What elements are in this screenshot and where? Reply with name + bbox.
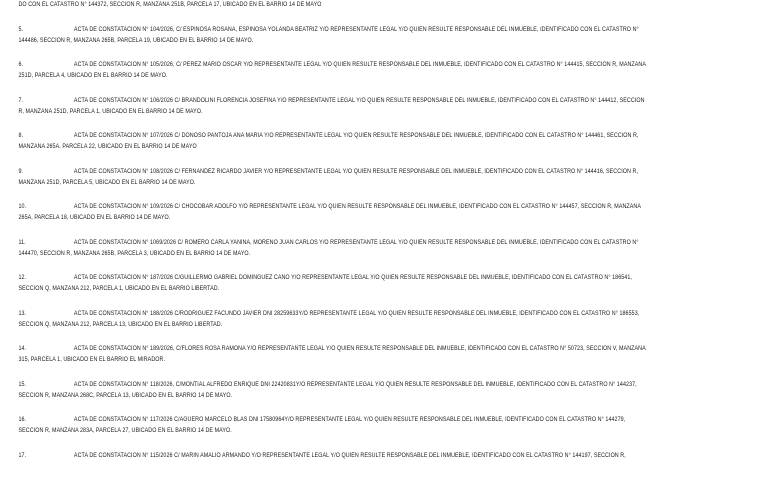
entry-text-line-2: 315, PARCELA 1, UBICADO EN EL BARRIO EL MIRADOR. xyxy=(18,355,165,366)
entry-text-line-1: ACTA DE CONSTATACION N° 109/2026 C/ CHOCOBAR ADOLFO Y/O REPRESENTANTE LEGAL Y/O QUIEN RESULTE RESPONSABLE DEL INMUEBLE, IDENTIFICADO CON EL CATASTRO N° 144457, SECCION R, MANZANA xyxy=(74,202,641,213)
entry-text-line-2: 144470, SECCION R, MANZANA 265B, PARCELA 3, UBICADO EN EL BARRIO 14 DE MAYO. xyxy=(18,249,250,260)
entry-text-line-1: ACTA DE CONSTATACION N° 106/2026 C/ BRANDOLINI FLORENCIA JOSEFINA Y/O REPRESENTANTE LEGAL Y/O QUIEN RESULTE RESPONSABLE DEL INMUEBLE, IDENTIFICADO CON EL CATASTRO N° 144412, SECCION xyxy=(74,96,645,107)
entry-text-line-2: 265A, PARCELA 18, UBICADO EN EL BARRIO 14 DE MAYO. xyxy=(18,213,170,224)
entry-text-line-1: ACTA DE CONSTATACION N° 187/2026 C/GUILLERMO GABRIEL DOMINGUEZ CANO Y/O REPRESENTANTE LEGAL Y/O QUIEN RESULTE RESPONSABLE DEL INMUEBLE, IDENTIFICADO CON EL CATASTRO N° 186541, xyxy=(74,273,632,284)
entry-number: 12. xyxy=(18,273,26,284)
entry-number: 11. xyxy=(18,238,25,249)
entry-number: 15. xyxy=(18,380,26,391)
entry-number: 10. xyxy=(18,202,26,213)
acta-entry xyxy=(0,309,766,345)
entry-text-line-2: 251D, PARCELA 4, UBICADO EN EL BARRIO 14 DE MAYO. xyxy=(18,71,167,82)
acta-entry xyxy=(0,380,766,416)
entry-text-line-1: ACTA DE CONSTATACION N° 115/2026 C/ MARIN AMALIO ARMANDO Y/O REPRESENTANTE LEGAL Y/O QUIEN RESULTE RESPONSABLE DEL INMUEBLE, IDENTIFICADO CON EL CATASTRO N° 144197, SECCION R, xyxy=(74,451,626,462)
entry-text-line-2: SECCION R, MANZANA 283A, PARCELA 27, UBICADO EN EL BARRIO 14 DE MAYO. xyxy=(18,426,231,437)
entry-text-line-2: R, MANZANA 251D, PARCELA 1, UBICADO EN EL BARRIO 14 DE MAYO. xyxy=(18,107,202,118)
entry-text-line-1: ACTA DE CONSTATACION N° 104/2026, C/ ESPINOSA ROSANA, ESPINOSA YOLANDA BEATRIZ Y/O REPRESENTANTE LEGAL Y/O QUIEN RESULTE RESPONSABLE DEL INMUEBLE, IDENTIFICADO CON EL CATASTRO N° xyxy=(74,25,639,36)
entry-number: 13. xyxy=(18,309,26,320)
entry-number: 6. xyxy=(18,60,23,71)
entry-number: 5. xyxy=(18,25,23,36)
acta-entry xyxy=(0,202,766,238)
entry-text-line-1: ACTA DE CONSTATACION N° 188/2026 C/RODRIGUEZ FACUNDO JAVIER DNI 28259633Y/O REPRESENTANTE LEGAL Y/O QUIEN RESULTE RESPONSABLE DEL INMUEBLE, IDENTIFICADO CON EL CATASTRO N° 186553, xyxy=(74,309,639,320)
entry-text-line-1: ACTA DE CONSTATACION N° 1069/2026 C/ ROMERO CARLA YANINA, MORENO JUAN CARLOS Y/O REPRESENTANTE LEGAL Y/O QUIEN RESULTE RESPONSABLE DEL INMUEBLE, IDENTIFICADO CON EL CATASTRO N° xyxy=(74,238,639,249)
entry-number: 8. xyxy=(18,131,23,142)
entry-number: 7. xyxy=(18,96,23,107)
acta-entry xyxy=(0,131,766,167)
acta-entry xyxy=(0,344,766,380)
acta-entry xyxy=(0,25,766,61)
entry-text-line-2: MANZANA 251D, PARCELA 5, UBICADO EN EL BARRIO 14 DE MAYO. xyxy=(18,178,195,189)
entry-text-line-1: ACTA DE CONSTATACION N° 107/2026 C/ DONOSO PANTOJA ANA MARIA Y/O REPRESENTANTE LEGAL Y/O QUIEN RESULTE RESPONSABLE DEL INMUEBLE, IDENTIFICADO CON EL CATASTRO N° 144461, SECCION R, xyxy=(74,131,639,142)
entry-number: 14. xyxy=(18,344,26,355)
acta-entry xyxy=(0,0,766,25)
entry-text-line-1: ACTA DE CONSTATACION N° 189/2026, C/FLORES ROSA RAMONA Y/O REPRESENTANTE LEGAL Y/O QUIEN RESULTE RESPONSABLE DEL INMUEBLE, IDENTIFICADO CON EL CATASTRO N° 50723, SECCION V, MANZANA xyxy=(74,344,646,355)
acta-entry xyxy=(0,60,766,96)
entry-text-line-2: SECCION Q, MANZANA 212, PARCELA 13, UBICADO EN EL BARRIO LIBERTAD. xyxy=(18,320,222,331)
entry-number: 17. xyxy=(18,451,26,462)
entry-number: 9. xyxy=(18,167,23,178)
acta-entry xyxy=(0,273,766,309)
acta-entry xyxy=(0,415,766,451)
entry-text-line-2: MANZANA 265A, PARCELA 22, UBICADO EN EL BARRIO 14 DE MAYO xyxy=(18,142,196,153)
acta-entry xyxy=(0,451,766,486)
entry-text-line-1: ACTA DE CONSTATACION N° 108/2026 C/ FERNANDEZ RICARDO JAVIER Y/O REPRESENTANTE LEGAL Y/O QUIEN RESULTE RESPONSABLE DEL INMUEBLE, IDENTIFICADO CON EL CATASTRO N° 144416, SECCION R, xyxy=(74,167,638,178)
acta-entry xyxy=(0,167,766,203)
entry-text-line-1: ACTA DE CONSTATACION N° 105/2026, C/ PEREZ MARIO OSCAR Y/O REPRESENTANTE LEGAL Y/O QUIEN RESULTE RESPONSABLE DEL INMUEBLE, IDENTIFICADO CON EL CATASTRO N° 144415, SECCION R, MANZANA xyxy=(74,60,646,71)
acta-entry xyxy=(0,96,766,132)
entry-text-line-1: ACTA DE CONSTATACION N° 118/2026, C/MONTIAL ALFREDO ENRIQUE DNI 22420831Y/O REPRESENTANTE LEGAL Y/O QUIEN RESULTE RESPONSABLE DEL INMUEBLE, IDENTIFICADO CON EL CATASTRO N° 144237, xyxy=(74,380,637,391)
entry-text-line-1: ACTA DE CONSTATACION N° 117/2026 C/AGÜERO MARCELO BLAS DNI 17580964Y/O REPRESENTANTE LEGAL Y/O QUIEN RESULTE RESPONSABLE DEL INMUEBLE, IDENTIFICADO CON EL CATASTRO N° 144279, xyxy=(74,415,625,426)
acta-entry xyxy=(0,238,766,274)
entry-text-line-2: 144486, SECCION R, MANZANA 265B, PARCELA 19, UBICADO EN EL BARRIO 14 DE MAYO. xyxy=(18,36,253,47)
entry-text-line-2: DO CON EL CATASTRO N° 144372, SECCION R, MANZANA 251B, PARCELA 17, UBICADO EN EL BARRIO 14 DE MAYO xyxy=(18,0,321,11)
entry-text-line-2: SECCION R, MANZANA 268C, PARCELA 13, UBICADO EN EL BARRIO 14 DE MAYO. xyxy=(18,391,232,402)
entry-text-line-2: SECCION Q, MANZANA 212, PARCELA 1, UBICADO EN EL BARRIO LIBERTAD. xyxy=(18,284,219,295)
entry-number: 16. xyxy=(18,415,26,426)
